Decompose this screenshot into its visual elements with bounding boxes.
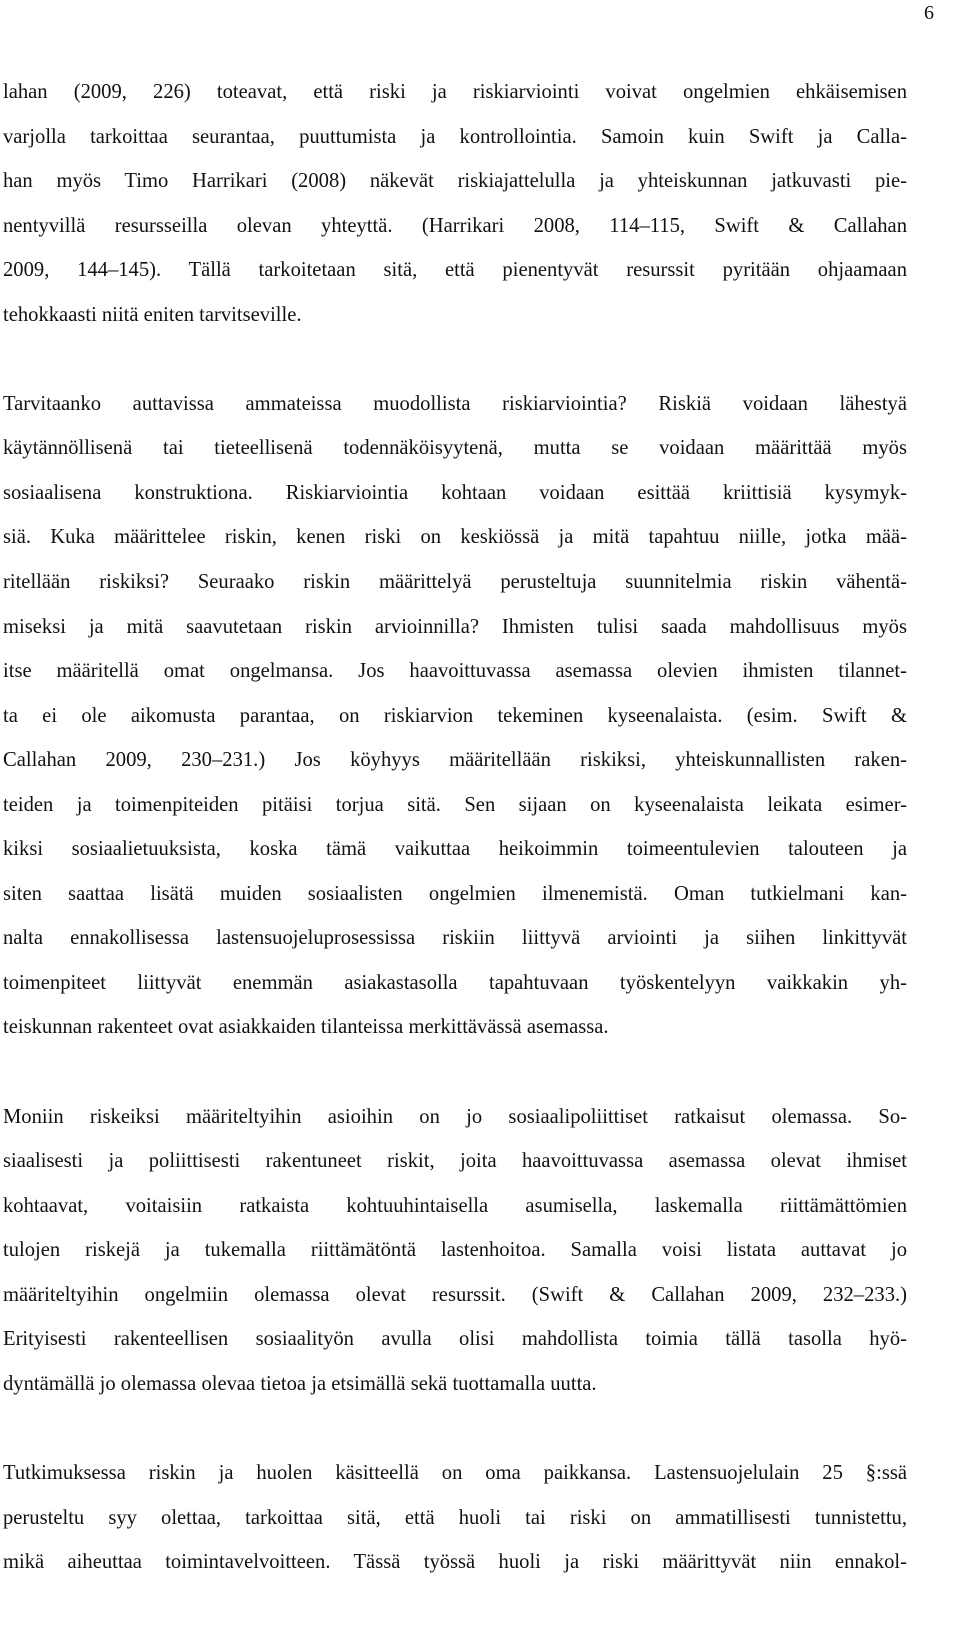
paragraph-2	[3, 382, 907, 1050]
paragraph-spacer	[3, 337, 907, 382]
text-line: käytännöllisenä tai tieteellisenä todennäköisyytenä, mutta se voidaan määrittää myös	[3, 437, 907, 460]
text-line: varjolla tarkoittaa seurantaa, puuttumista ja kontrollointia. Samoin kuin Swift ja Calla-	[3, 125, 907, 148]
text-line: Tutkimuksessa riskin ja huolen käsitteellä on oma paikkansa. Lastensuojelulain 25 §:ssä	[3, 1461, 907, 1484]
paragraph-spacer	[3, 1050, 907, 1095]
text-line: kohtaavat, voitaisiin ratkaista kohtuuhintaisella asumisella, laskemalla riittämättömien	[3, 1194, 907, 1217]
text-line: teiskunnan rakenteet ovat asiakkaiden tilanteissa merkittävässä asemassa.	[3, 1016, 609, 1039]
text-line: määriteltyihin ongelmiin olemassa olevat resurssit. (Swift & Callahan 2009, 232–233.)	[3, 1283, 907, 1306]
document-body	[3, 70, 907, 1585]
text-line: perusteltu syy olettaa, tarkoittaa sitä, että huoli tai riski on ammatillisesti tunnistettu,	[3, 1506, 907, 1529]
paragraph-3	[3, 1095, 907, 1407]
paragraph-1	[3, 70, 907, 337]
text-line: kiksi sosiaalietuuksista, koska tämä vaikuttaa heikoimmin toimeentulevien talouteen ja	[3, 838, 907, 861]
text-line: lahan (2009, 226) toteavat, että riski ja riskiarviointi voivat ongelmien ehkäisemisen	[3, 81, 907, 103]
text-line: Erityisesti rakenteellisen sosiaalityön avulla olisi mahdollista toimia tällä tasolla hyö-	[3, 1328, 907, 1351]
text-line: ritellään riskiksi? Seuraako riskin määrittelyä perusteltuja suunnitelmia riskin vähentä-	[3, 571, 907, 594]
text-line: toimenpiteet liittyvät enemmän asiakastasolla tapahtuvaan työskentelyyn vaikkakin yh-	[3, 971, 907, 994]
text-line: teiden ja toimenpiteiden pitäisi torjua sitä. Sen sijaan on kyseenalaista leikata esimer-	[3, 793, 907, 816]
text-line: Tarvitaanko auttavissa ammateissa muodollista riskiarviointia? Riskiä voidaan lähestyä	[3, 392, 907, 415]
text-line: miseksi ja mitä saavutetaan riskin arvioinnilla? Ihmisten tulisi saada mahdollisuus myös	[3, 615, 907, 638]
text-line: Moniin riskeiksi määriteltyihin asioihin on jo sosiaalipoliittiset ratkaisut olemassa. So-	[3, 1105, 907, 1128]
page-number: 6	[924, 2, 934, 24]
text-line: Callahan 2009, 230–231.) Jos köyhyys määritellään riskiksi, yhteiskunnallisten raken-	[3, 749, 907, 772]
paragraph-spacer	[3, 1406, 907, 1451]
text-line: itse määritellä omat ongelmansa. Jos haavoittuvassa asemassa olevien ihmisten tilannet-	[3, 660, 907, 683]
text-line: han myös Timo Harrikari (2008) näkevät riskiajattelulla ja yhteiskunnan jatkuvasti pie-	[3, 170, 907, 193]
text-line: siä. Kuka määrittelee riskin, kenen riski on keskiössä ja mitä tapahtuu niille, jotka mää-	[3, 526, 907, 549]
text-line: nentyvillä resursseilla olevan yhteyttä. (Harrikari 2008, 114–115, Swift & Callahan	[3, 214, 907, 237]
text-line: dyntämällä jo olemassa olevaa tietoa ja etsimällä sekä tuottamalla uutta.	[3, 1372, 597, 1395]
text-line: ta ei ole aikomusta parantaa, on riskiarvion tekeminen kyseenalaista. (esim. Swift &	[3, 704, 907, 727]
text-line: siaalisesti ja poliittisesti rakentuneet riskit, joita haavoittuvassa asemassa olevat ihmiset	[3, 1150, 907, 1173]
text-line: tulojen riskejä ja tukemalla riittämätöntä lastenhoitoa. Samalla voisi listata auttavat jo	[3, 1239, 907, 1262]
text-line: siten saattaa lisätä muiden sosiaalisten ongelmien ilmenemistä. Oman tutkielmani kan-	[3, 882, 907, 905]
paragraph-4	[3, 1451, 907, 1585]
text-line: sosiaalisena konstruktiona. Riskiarviointia kohtaan voidaan esittää kriittisiä kysymyk-	[3, 481, 907, 504]
text-line: nalta ennakollisessa lastensuojeluprosessissa riskiin liittyvä arviointi ja siihen linkittyvät	[3, 927, 907, 950]
text-line: 2009, 144–145). Tällä tarkoitetaan sitä, että pienentyvät resurssit pyritään ohjaamaan	[3, 259, 907, 282]
text-line: tehokkaasti niitä eniten tarvitseville.	[3, 303, 302, 326]
text-line: mikä aiheuttaa toimintavelvoitteen. Tässä työssä huoli ja riski määrittyvät niin ennakol-	[3, 1551, 907, 1574]
